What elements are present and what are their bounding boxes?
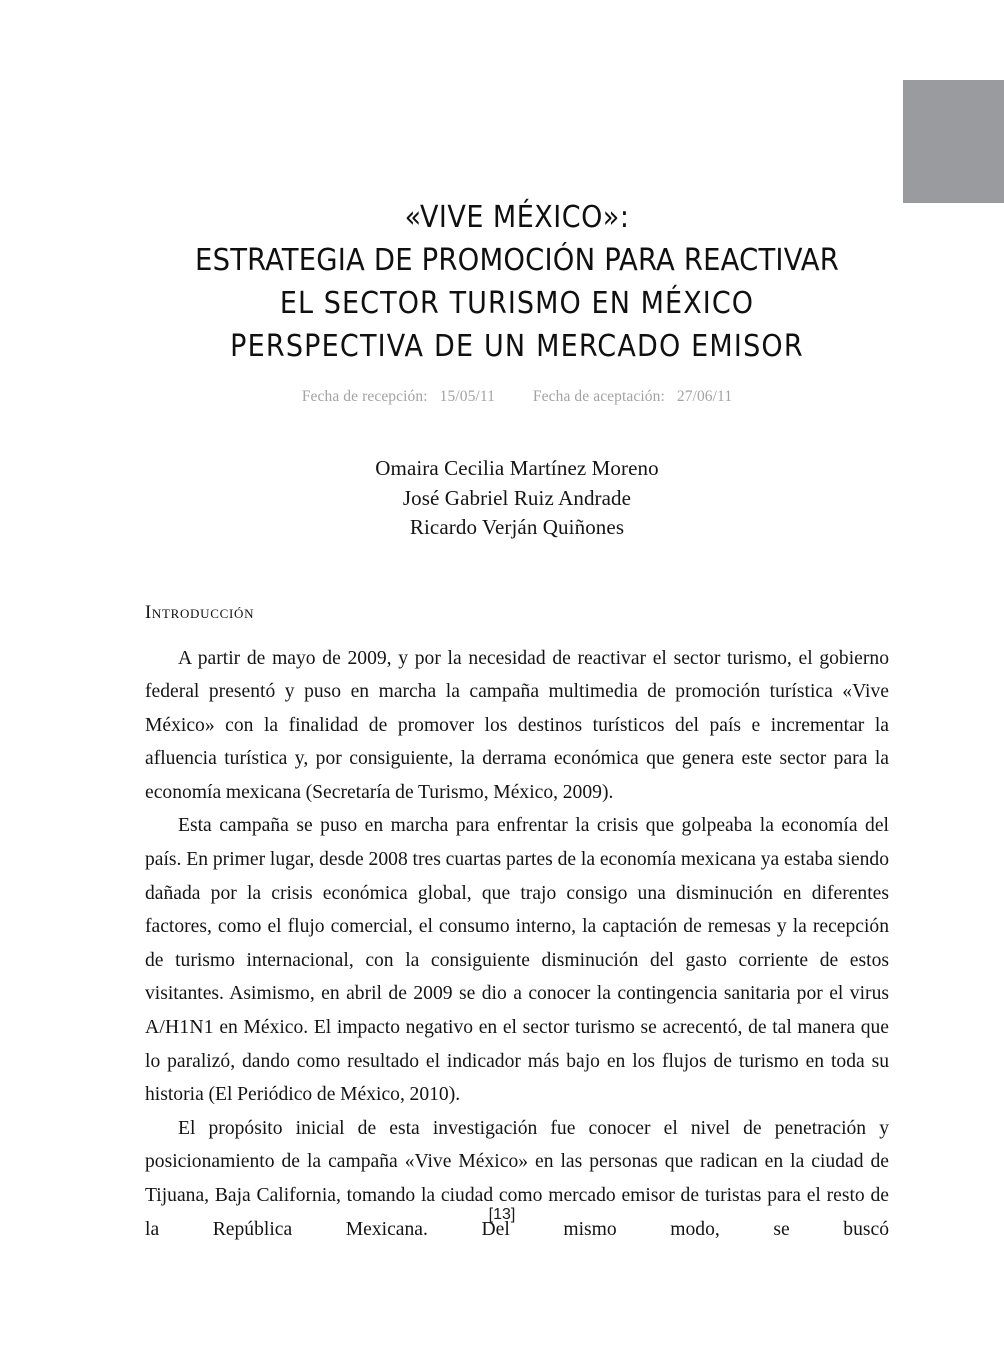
author-1: Omaira Cecilia Martínez Moreno — [375, 456, 659, 480]
author-3: Ricardo Verján Quiñones — [409, 515, 625, 539]
title-line-4: PERSPECTIVA DE UN MERCADO EMISOR — [230, 329, 804, 364]
title-line-2: ESTRATEGIA DE PROMOCIÓN PARA REACTIVAR — [195, 243, 839, 278]
body-copy — [145, 642, 889, 1247]
reception-date-label: Fecha de recepción: — [301, 388, 428, 405]
paragraph-2-part-2: en México. El impacto negativo en el sector turismo se acrecentó, de tal manera que lo paralizó, dando como resultado el indicador más bajo en los flujos de turismo en toda su historia (El Periódico de México, 2010). — [145, 1017, 889, 1106]
section-heading-introduccion: Introducción — [145, 602, 255, 623]
corner-decoration-block — [903, 80, 1004, 203]
paragraph-1: A partir de mayo de 2009, y por la necesidad de reactivar el sector turismo, el gobierno federal presentó y puso en marcha la campaña multimedia de promoción turística «Vive México» con la finalidad de promover los destinos turísticos del país e incrementar la afluencia turística y, por consiguiente, la derrama económica que genera este sector para la economía mexicana (Secretaría de Turismo, México, 2009). — [145, 647, 889, 803]
reception-date-value: 15/05/11 — [439, 388, 495, 405]
acceptance-date-label: Fecha de aceptación: — [532, 388, 665, 405]
paragraph-2-part-1: Esta campaña se puso en marcha para enfrentar la crisis que golpeaba la economía del país. En primer lugar, desde 2008 tres cuartas partes de la economía mexicana ya estaba siendo dañada por la crisis económica global, que trajo consigo una disminución en diferentes factores, como el flujo comercial, el consumo interno, la captación de remesas y la recepción de turismo internacional, con la consiguiente disminución del gasto corriente de estos visitantes. Asimismo, en abril de 2009 se dio a conocer la contingencia sanitaria por el virus — [145, 815, 889, 1005]
page-content — [145, 0, 889, 1246]
paragraph-3: El propósito inicial de esta investigación fue conocer el nivel de penetración y posicionamiento de la campaña «Vive México» en las personas que radican en la ciudad de Tijuana, Baja California, tomando la ciudad como mercado emisor de turistas para el resto de la República Mexicana. Del mismo modo, se buscó — [145, 1117, 889, 1240]
article-title — [145, 196, 889, 368]
title-line-1: «VIVE MÉXICO»: — [404, 200, 630, 235]
author-list — [145, 454, 889, 543]
page-number: [13] — [488, 1206, 516, 1223]
acceptance-date-value: 27/06/11 — [676, 388, 733, 405]
submission-dates — [145, 388, 889, 406]
virus-name: A/H1N1 — [145, 1017, 214, 1039]
paragraph-2 — [145, 809, 889, 1111]
title-line-3: EL SECTOR TURISMO EN MÉXICO — [279, 286, 755, 321]
author-2: José Gabriel Ruiz Andrade — [402, 485, 632, 510]
